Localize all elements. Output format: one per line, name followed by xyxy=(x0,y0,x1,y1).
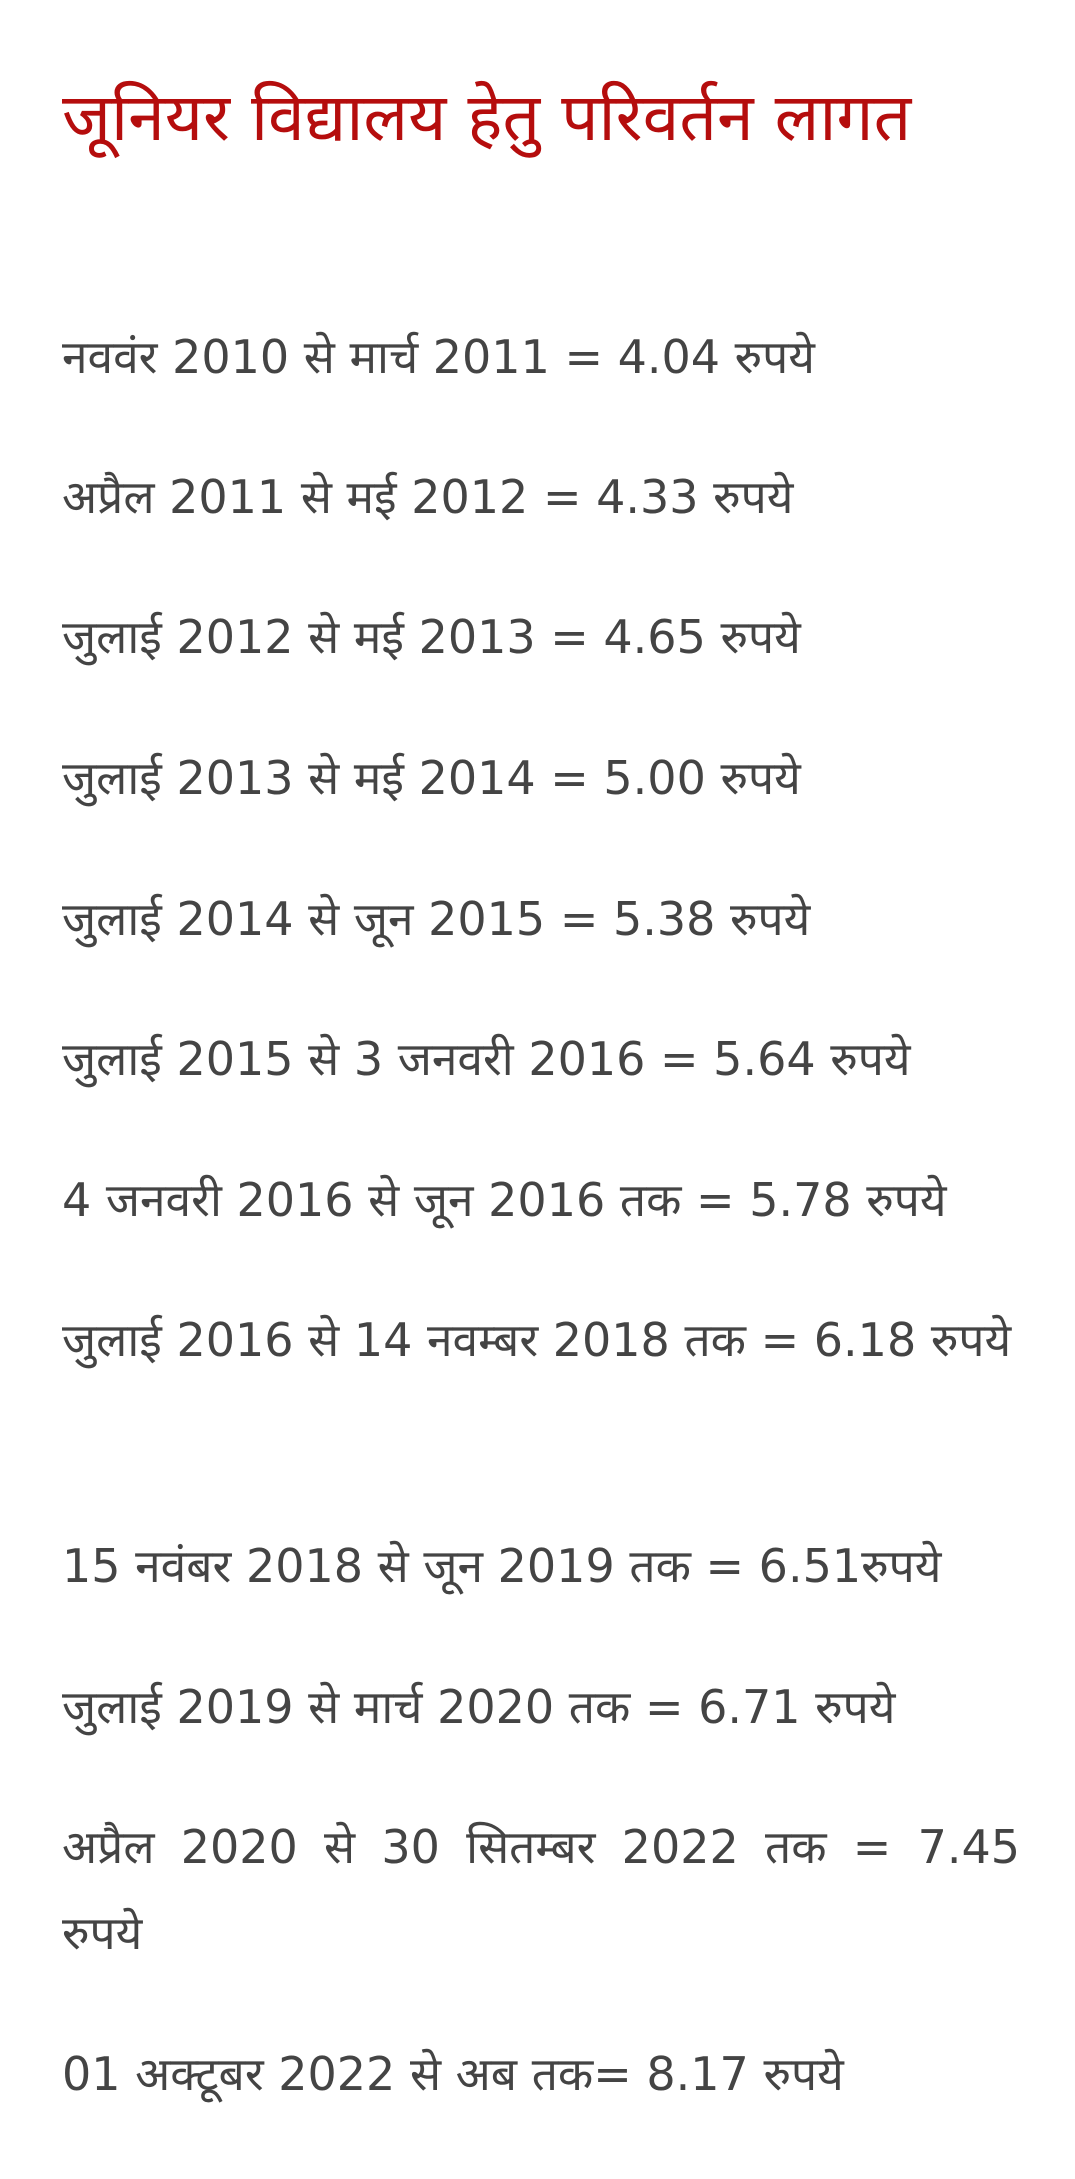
rate-line-9: 15 नवंबर 2018 से जून 2019 तक = 6.51रुपये xyxy=(62,1539,942,1593)
rate-line-5: जुलाई 2014 से जून 2015 = 5.38 रुपये xyxy=(62,892,811,946)
rate-line-1: नववंर 2010 से मार्च 2011 = 4.04 रुपये xyxy=(62,330,815,384)
rate-line-8: जुलाई 2016 से 14 नवम्बर 2018 तक = 6.18 रुपये xyxy=(62,1313,1012,1367)
rate-line-7: 4 जनवरी 2016 से जून 2016 तक = 5.78 रुपये xyxy=(62,1173,947,1227)
rate-line-4: जुलाई 2013 से मई 2014 = 5.00 रुपये xyxy=(62,751,801,805)
rate-line-2: अप्रैल 2011 से मई 2012 = 4.33 रुपये xyxy=(62,470,794,524)
rate-line-6: जुलाई 2015 से 3 जनवरी 2016 = 5.64 रुपये xyxy=(62,1032,911,1086)
rate-line-12: 01 अक्टूबर 2022 से अब तक= 8.17 रुपये xyxy=(62,2047,844,2101)
rate-line-10: जुलाई 2019 से मार्च 2020 तक = 6.71 रुपये xyxy=(62,1680,896,1734)
rate-line-3: जुलाई 2012 से मई 2013 = 4.65 रुपये xyxy=(62,610,801,664)
page-title: जूनियर विद्यालय हेतु परिवर्तन लागत xyxy=(62,79,912,156)
rate-line-11: अप्रैल 2020 से 30 सितम्बर 2022 तक = 7.45 रुपये xyxy=(62,1820,1020,1960)
